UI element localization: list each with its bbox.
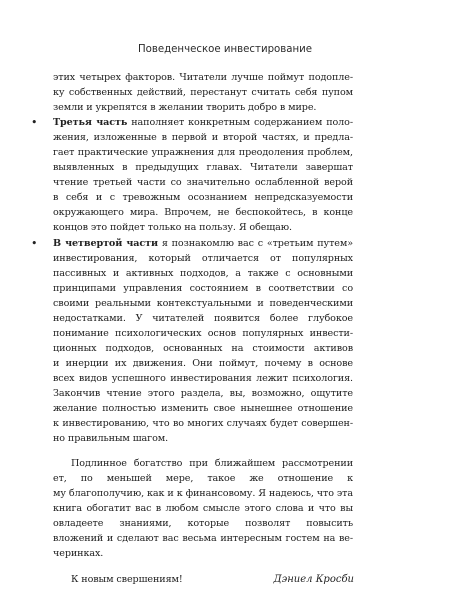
text-line: понимание психологических основ популярных инвести- — [53, 327, 353, 339]
text-line: инвестирования, который отличается от популярных — [53, 252, 353, 264]
text-line: этих четырех факторов. Читатели лучше поймут подопле- — [53, 72, 353, 83]
text-line: ку собственных действий, перестанут считать себя пупом — [53, 87, 353, 99]
text-line: выявленных в предыдущих главах. Читатели завершат — [53, 162, 353, 174]
text-line: овладеете знаниями, которые позволят повысить — [53, 518, 353, 530]
bullet-item-part-three — [31, 115, 353, 235]
text-line: гает практические упражнения для преодоления проблем, — [53, 147, 353, 159]
text-line: концов это пойдет только на пользу. Я обещаю. — [53, 222, 292, 234]
text-line: своими реальными контекстуальными и поведенческими — [53, 297, 353, 309]
text-line: желание полностью изменить свое нынешнее отношение — [53, 403, 353, 415]
bullet-icon: • — [31, 236, 38, 250]
text-line: в себя и с тревожным осознанием непредсказуемости — [53, 192, 353, 204]
text-line: черинках. — [53, 548, 104, 560]
author-signature: Дэниел Кросби — [273, 574, 354, 585]
bullet-lead: Третья часть — [53, 117, 128, 129]
text-line: Подлинное богатство при ближайшем рассмотрении — [71, 458, 353, 470]
text-line: ционных подходов, основанных на стоимости активов — [53, 342, 353, 354]
text-line: окружающего мира. Впрочем, не беспокойтесь, в конце — [53, 207, 353, 219]
running-header: Поведенческое инвестирование — [137, 44, 313, 55]
text-line: книга обогатит вас в любом смысле этого слова и что вы — [53, 503, 353, 515]
text-line: чтение третьей части со значительно ослабленной верой — [53, 177, 353, 189]
text-line: Закончив чтение этого раздела, вы, возможно, ощутите — [53, 387, 353, 399]
closing-paragraph — [53, 456, 353, 561]
text-line: принципами управления состоянием в соответствии со — [53, 282, 353, 294]
paragraph-gap — [53, 446, 353, 456]
bullet-first-line: наполняет конкретным содержанием поло- — [127, 117, 353, 129]
text-line: пассивных и активных подходов, а также с основными — [53, 267, 353, 279]
intro-paragraph — [53, 70, 353, 115]
text-line: недостатками. У читателей появится более глубокое — [53, 312, 353, 324]
text-line: вложений и сделают вас весьма интересным гостем на ве- — [53, 533, 353, 545]
text-line: и инерции их движения. Они поймут, почему в основе — [53, 357, 353, 369]
text-line: му благополучию, как и к финансовому. Я надеюсь, что эта — [53, 488, 353, 500]
text-line: земли и укрепятся в желании творить добро в мире. — [53, 102, 317, 114]
text-line: ет, по меньшей мере, такое же отношение к — [53, 473, 353, 485]
text-line: всех видов успешного инвестирования лежит психология. — [53, 372, 353, 384]
page-body — [31, 70, 353, 587]
farewell-line: К новым свершениям! — [71, 573, 183, 585]
bullet-item-part-four — [31, 236, 353, 447]
text-line — [53, 236, 353, 251]
text-line: жения, изложенные в первой и второй частях, и предла- — [53, 132, 353, 144]
text-line — [53, 115, 353, 130]
paragraph-gap — [53, 562, 353, 572]
bullet-first-line: я познакомлю вас с «третьим путем» — [158, 237, 353, 249]
bullet-lead: В четвертой части — [53, 237, 159, 249]
text-line: но правильным шагом. — [53, 433, 169, 445]
text-line: к инвестированию, что во многих случаях будет совершен- — [53, 418, 353, 430]
bullet-icon: • — [31, 116, 38, 130]
